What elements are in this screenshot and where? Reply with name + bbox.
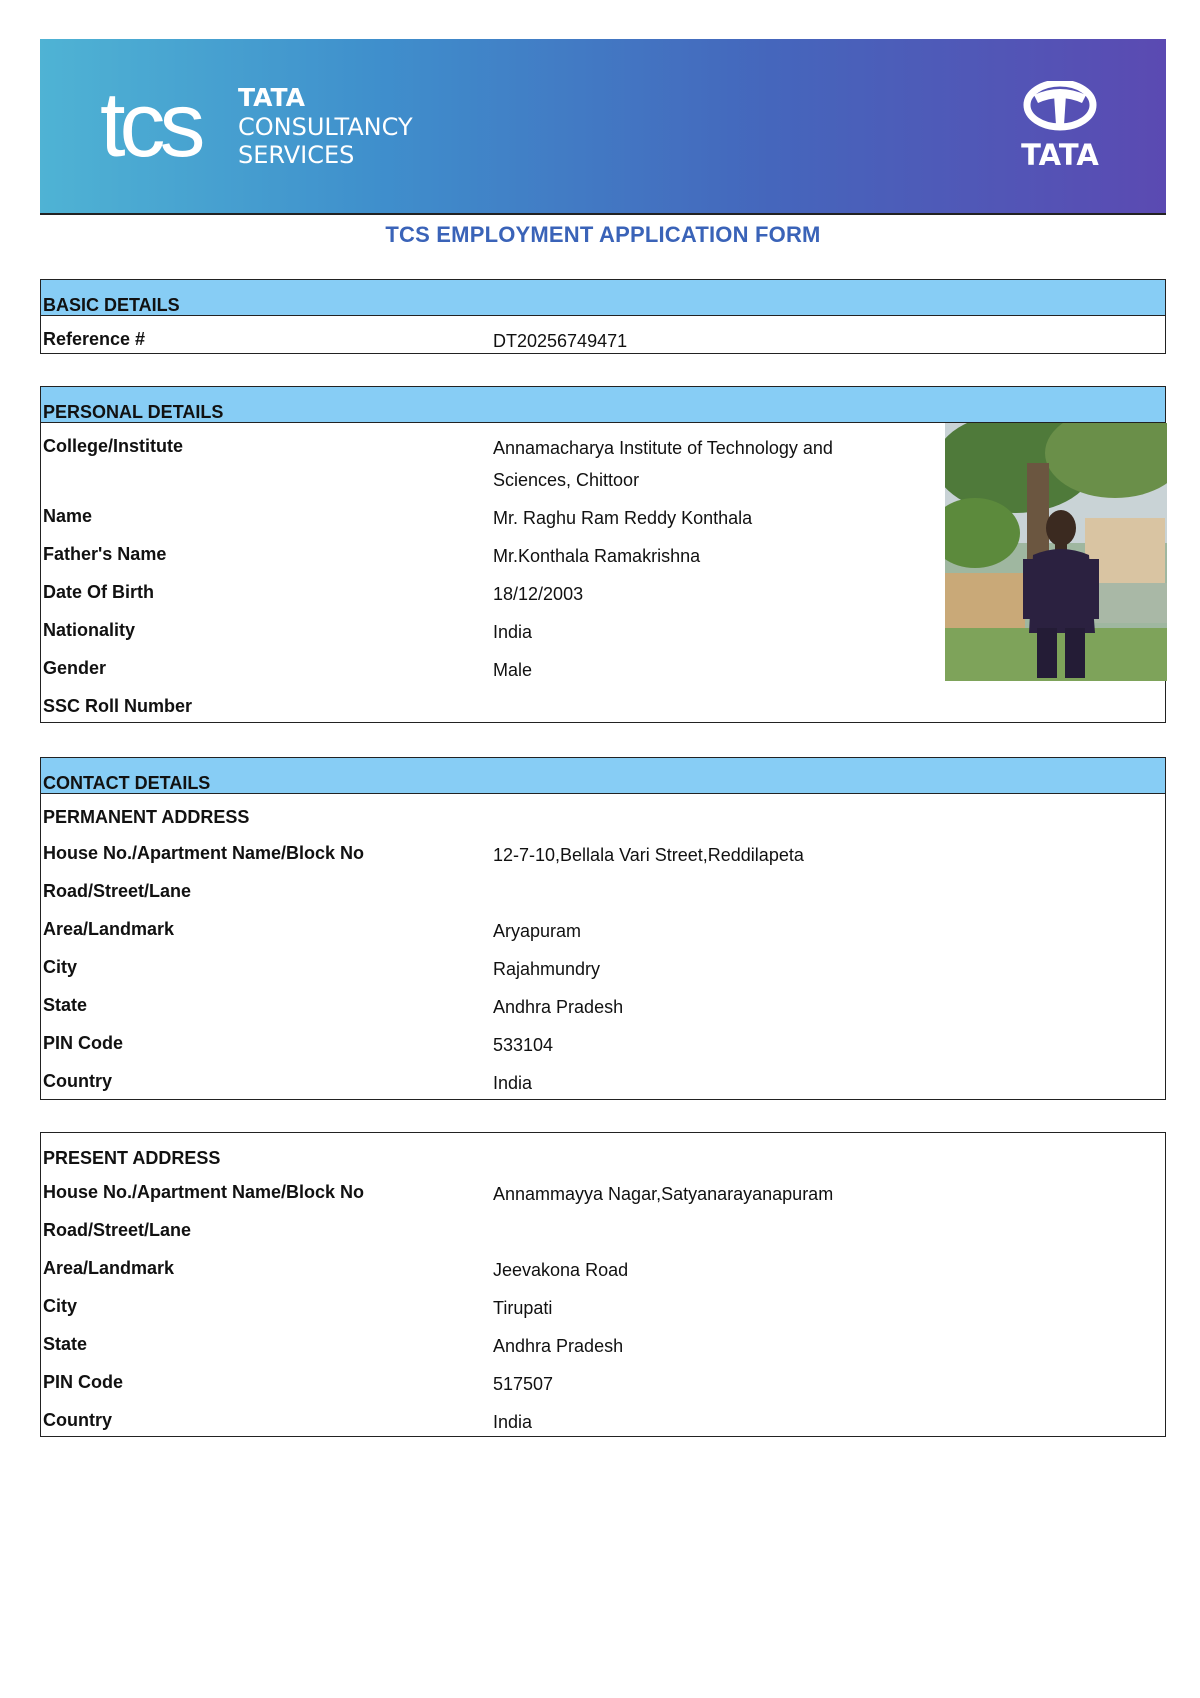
pres-city-row <box>41 1283 1165 1321</box>
father-name-value: Mr.Konthala Ramakrishna <box>493 546 701 566</box>
pres-city-label: City <box>43 1296 78 1316</box>
perm-area-label: Area/Landmark <box>43 919 175 939</box>
reference-value: DT20256749471 <box>493 331 628 351</box>
tata-wordmark: TATA <box>1021 138 1099 171</box>
tcs-logo-line2: CONSULTANCY <box>238 113 413 141</box>
ssc-roll-row <box>41 683 1165 721</box>
tcs-logo-line1: TATA <box>238 83 305 112</box>
pres-house-row <box>41 1169 1165 1207</box>
pres-road-label: Road/Street/Lane <box>43 1220 192 1240</box>
applicant-photo <box>945 423 1167 681</box>
perm-country-row <box>41 1058 1165 1096</box>
permanent-address-subheader: PERMANENT ADDRESS <box>43 807 250 827</box>
tcs-logo-line3: SERVICES <box>238 141 355 169</box>
pres-country-row <box>41 1397 1165 1435</box>
personal-details-section <box>40 386 1166 723</box>
perm-pin-row <box>41 1020 1165 1058</box>
pres-area-label: Area/Landmark <box>43 1258 175 1278</box>
perm-road-label: Road/Street/Lane <box>43 881 192 901</box>
pres-area-row <box>41 1245 1165 1283</box>
nationality-label: Nationality <box>43 620 136 640</box>
gender-label: Gender <box>43 658 107 678</box>
perm-house-label: House No./Apartment Name/Block No <box>43 843 365 863</box>
father-name-label: Father's Name <box>43 544 167 564</box>
college-label: College/Institute <box>43 436 184 456</box>
pres-city-value: Tirupati <box>493 1298 553 1318</box>
perm-country-label: Country <box>43 1071 112 1091</box>
ssc-roll-label: SSC Roll Number <box>43 696 193 716</box>
college-value: Annamacharya Institute of Technology and Sciences, Chittoor <box>493 438 833 490</box>
tata-logo <box>1010 81 1110 171</box>
contact-details-section <box>40 757 1166 1100</box>
perm-city-value: Rajahmundry <box>493 959 601 979</box>
header-banner <box>40 39 1166 215</box>
perm-house-value: 12-7-10,Bellala Vari Street,Reddilapeta <box>493 845 804 865</box>
reference-row <box>41 316 1165 354</box>
perm-road-row <box>41 868 1165 906</box>
pres-pin-label: PIN Code <box>43 1372 124 1392</box>
permanent-address-subheader-row <box>41 794 1165 830</box>
perm-state-label: State <box>43 995 88 1015</box>
present-address-subheader-row <box>41 1133 1165 1169</box>
perm-pin-label: PIN Code <box>43 1033 124 1053</box>
form-title: TCS EMPLOYMENT APPLICATION FORM <box>385 222 821 247</box>
nationality-value: India <box>493 622 533 642</box>
tata-emblem-icon <box>1027 83 1093 127</box>
perm-city-row <box>41 944 1165 982</box>
name-label: Name <box>43 506 93 526</box>
gender-value: Male <box>493 660 533 680</box>
present-address-subheader: PRESENT ADDRESS <box>43 1148 221 1168</box>
tcs-logo <box>100 81 430 171</box>
dob-label: Date Of Birth <box>43 582 155 602</box>
perm-area-value: Aryapuram <box>493 921 582 941</box>
pres-state-row <box>41 1321 1165 1359</box>
perm-house-row <box>41 830 1165 868</box>
contact-details-header: CONTACT DETAILS <box>41 758 1165 794</box>
dob-value: 18/12/2003 <box>493 584 584 604</box>
perm-state-row <box>41 982 1165 1020</box>
present-address-section <box>40 1132 1166 1437</box>
perm-pin-value: 533104 <box>493 1035 554 1055</box>
pres-area-value: Jeevakona Road <box>493 1260 629 1280</box>
perm-area-row <box>41 906 1165 944</box>
basic-details-section <box>40 279 1166 354</box>
perm-country-value: India <box>493 1073 533 1093</box>
pres-country-value: India <box>493 1412 533 1432</box>
personal-details-header: PERSONAL DETAILS <box>41 387 1165 423</box>
name-value: Mr. Raghu Ram Reddy Konthala <box>493 508 753 528</box>
perm-state-value: Andhra Pradesh <box>493 997 624 1017</box>
pres-pin-value: 517507 <box>493 1374 554 1394</box>
pres-house-value: Annammayya Nagar,Satyanarayanapuram <box>493 1184 834 1204</box>
tcs-logo-mark: tcs <box>100 81 200 171</box>
pres-country-label: Country <box>43 1410 112 1430</box>
perm-city-label: City <box>43 957 78 977</box>
pres-road-row <box>41 1207 1165 1245</box>
basic-details-header: BASIC DETAILS <box>41 280 1165 316</box>
pres-house-label: House No./Apartment Name/Block No <box>43 1182 365 1202</box>
pres-pin-row <box>41 1359 1165 1397</box>
pres-state-label: State <box>43 1334 88 1354</box>
reference-label: Reference # <box>43 329 146 349</box>
pres-state-value: Andhra Pradesh <box>493 1336 624 1356</box>
